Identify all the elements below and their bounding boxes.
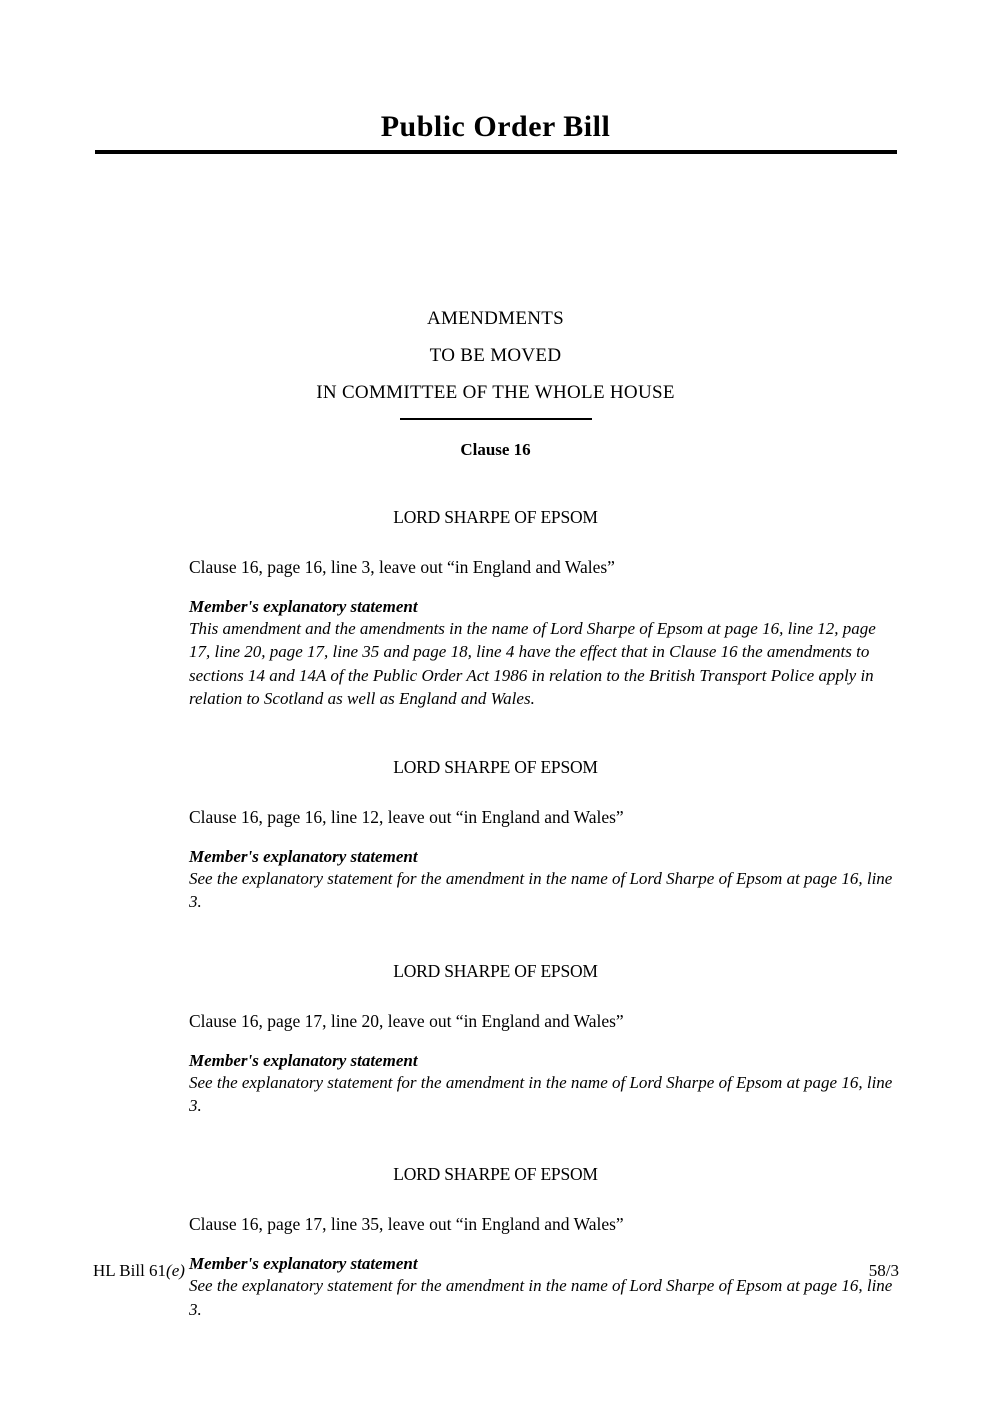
sponsor-name: LORD SHARPE OF EPSOM — [393, 507, 598, 527]
sponsor-name: LORD SHARPE OF EPSOM — [393, 757, 598, 778]
amendment-text: Clause 16, page 17, line 35, leave out “in England and Wales” — [189, 1214, 624, 1235]
document-title: Public Order Bill — [380, 110, 611, 143]
explanatory-statement-text: See the explanatory statement for the amendment in the name of Lord Sharpe of Epsom at page 16, line 3. — [189, 1072, 893, 1116]
amendment-body — [189, 806, 901, 914]
explanatory-statement-text: This amendment and the amendments in the name of Lord Sharpe of Epsom at page 16, line 12, page 17, line 20, page 17, line 35 and page 18, line 4 have the effect that in Clause 16 the amendments to sections 14 and 14A of the Public Order Act 1986 in relation to the British Transport Police apply in relation to Scotland as well as England and Wales. — [189, 619, 876, 708]
amendment-text: Clause 16, page 16, line 3, leave out “in England and Wales” — [189, 557, 615, 577]
amendment-text: Clause 16, page 17, line 20, leave out “in England and Wales” — [189, 1010, 624, 1031]
amendment-section — [0, 507, 991, 710]
explanatory-statement-label: Member's explanatory statement — [189, 597, 418, 616]
footer-bill-ref-suffix: (e) — [166, 1261, 185, 1280]
page-footer — [93, 1261, 899, 1281]
sponsor-name: LORD SHARPE OF EPSOM — [393, 960, 598, 981]
heading-committee: IN COMMITTEE OF THE WHOLE HOUSE — [316, 382, 675, 403]
explanatory-statement-text: See the explanatory statement for the amendment in the name of Lord Sharpe of Epsom at page 16, line 3. — [189, 1276, 893, 1319]
explanatory-statement-label: Member's explanatory statement — [189, 847, 418, 867]
amendments-heading-block — [0, 309, 991, 420]
footer-bill-ref-text: HL Bill 61 — [93, 1261, 167, 1280]
clause-heading: Clause 16 — [460, 440, 531, 459]
footer-serial-number: 58/3 — [868, 1261, 899, 1280]
heading-short-rule — [400, 418, 592, 420]
footer-bill-reference — [93, 1261, 185, 1281]
explanatory-statement-text: See the explanatory statement for the amendment in the name of Lord Sharpe of Epsom at page 16, line 3. — [189, 869, 893, 912]
explanatory-statement-label: Member's explanatory statement — [189, 1254, 418, 1274]
sponsor-name: LORD SHARPE OF EPSOM — [393, 1164, 598, 1185]
amendment-section — [0, 1164, 991, 1321]
amendment-body — [189, 1010, 901, 1118]
amendment-section — [0, 961, 991, 1118]
explanatory-statement-label: Member's explanatory statement — [189, 1050, 418, 1070]
amendment-text: Clause 16, page 16, line 12, leave out “in England and Wales” — [189, 807, 624, 828]
amendment-section — [0, 757, 991, 914]
title-double-rule — [95, 150, 897, 154]
heading-amendments: AMENDMENTS — [426, 308, 565, 329]
heading-to-be-moved: TO BE MOVED — [429, 345, 562, 366]
amendment-body — [189, 556, 901, 710]
